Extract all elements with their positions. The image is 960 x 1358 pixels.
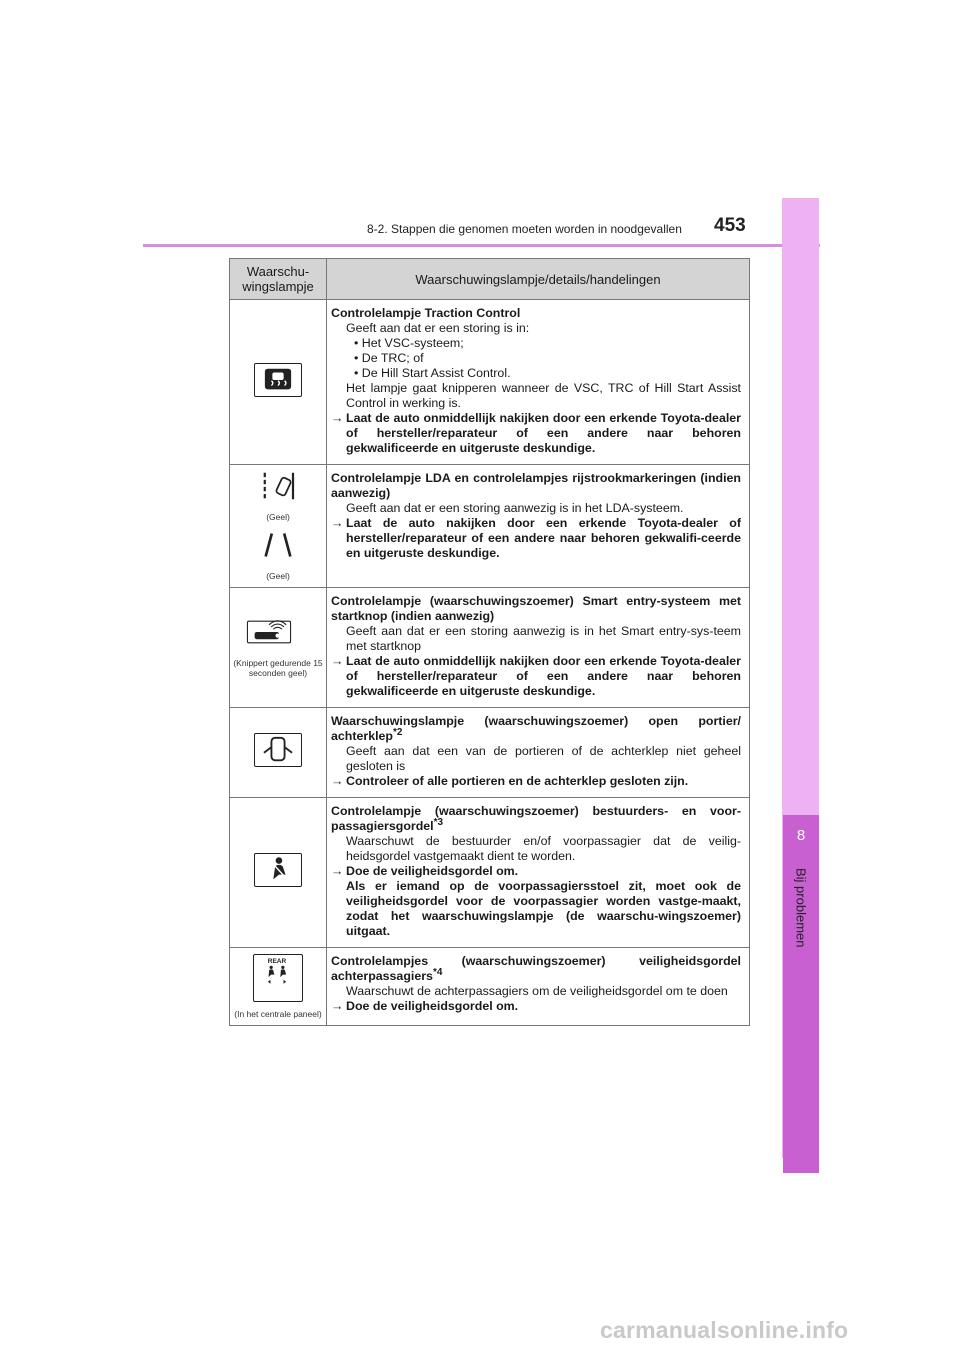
action-line <box>331 999 741 1014</box>
action-line <box>331 864 741 879</box>
col-header-details: Waarschuwingslampje/details/handelingen <box>327 259 750 300</box>
arrow-icon: → <box>331 516 344 530</box>
row-text <box>327 708 750 798</box>
table-row <box>230 798 750 948</box>
item-title <box>331 804 741 834</box>
icon-caption: (Geel) <box>266 571 290 581</box>
item-title-text: Waarschuwingslampje (waarschuwingszoemer) open portier/ achterklep <box>331 714 741 743</box>
icon-cell <box>230 708 327 798</box>
table-header-row <box>230 259 750 300</box>
action-extra: Als er iemand op de voorpassagiersstoel zit, moet ook de veiligheidsgordel voor de voorpassagier worden vastge-maakt, zodat het waarschuwingslampje (de waarschu-wingszoemer) uitgaat. <box>346 879 741 938</box>
lane-departure-icon <box>255 471 301 505</box>
footnote-ref: *4 <box>432 966 443 978</box>
item-intro: Geeft aan dat er een storing aanwezig is in het Smart entry-sys-teem met startknop <box>346 624 741 653</box>
chapter-label: Bij problemen <box>793 868 809 948</box>
section-title: 8-2. Stappen die genomen moeten worden in noodgevallen <box>367 222 682 236</box>
item-title-text: Controlelampjes (waarschuwingszoemer) veiligheidsgordel achterpassagiers <box>331 954 741 983</box>
header-rule <box>143 244 820 247</box>
action-line <box>331 516 741 561</box>
arrow-icon: → <box>331 999 344 1013</box>
table-row <box>230 465 750 588</box>
footnote-ref: *2 <box>392 726 403 738</box>
item-title-text: Controlelampje (waarschuwingszoemer) bestuurders- en voor-passagiersgordel <box>331 804 741 833</box>
icon-cell <box>230 465 327 588</box>
row-text <box>327 465 750 588</box>
action-text: Controleer of alle portieren en de achterklep gesloten zijn. <box>346 774 689 788</box>
item-intro: Geeft aan dat er een storing aanwezig is in het LDA-systeem. <box>346 501 684 515</box>
action-text: Laat de auto nakijken door een erkende Toyota-dealer of hersteller/reparateur of een andere naar behoren gekwalifi-ceerde en uitgeruste deskundige. <box>346 516 741 560</box>
item-intro: Geeft aan dat er een storing is in: <box>346 321 530 335</box>
rear-seatbelt-icon <box>253 954 303 1002</box>
table-row <box>230 948 750 1026</box>
col-header-lamp <box>230 259 327 300</box>
item-title: Controlelampje (waarschuwingszoemer) Smart entry-systeem met startknop (indien aanwezig) <box>331 594 741 623</box>
icon-caption: (Geel) <box>266 512 290 522</box>
icon-cell <box>230 588 327 708</box>
table-row <box>230 708 750 798</box>
arrow-icon: → <box>331 654 344 668</box>
bullet-item: • De TRC; of <box>354 351 424 365</box>
icon-cell <box>230 798 327 948</box>
row-text <box>327 300 750 465</box>
icon-cell <box>230 948 327 1026</box>
arrow-icon: → <box>331 864 344 878</box>
table-row <box>230 588 750 708</box>
arrow-icon: → <box>331 411 344 425</box>
item-intro: Waarschuwt de bestuurder en/of voorpassagier dat de veilig-heidsgordel vastgemaakt dient te worden. <box>346 834 741 863</box>
rear-icon-label: REAR <box>267 957 287 965</box>
traction-control-icon <box>254 363 302 397</box>
item-title <box>331 954 741 984</box>
action-line <box>331 411 741 456</box>
icon-caption: (In het centrale paneel) <box>234 1009 322 1019</box>
item-intro: Waarschuwt de achterpassagiers om de veiligheidsgordel om te doen <box>346 984 728 998</box>
footnote-ref: *3 <box>433 816 444 828</box>
bullet-item: • Het VSC-systeem; <box>354 336 464 350</box>
row-text <box>327 948 750 1026</box>
bullet-item: • De Hill Start Assist Control. <box>354 366 511 380</box>
action-text: Laat de auto onmiddellijk nakijken door een erkende Toyota-dealer of hersteller/reparateur of een andere naar behoren gekwalificeerde en uitgeruste deskundige. <box>346 411 741 455</box>
action-text: Doe de veiligheidsgordel om. <box>346 999 519 1013</box>
item-title <box>331 714 741 744</box>
chapter-number: 8 <box>796 827 806 844</box>
seatbelt-icon <box>254 853 302 887</box>
item-title: Controlelampje LDA en controlelampjes rijstrookmarkeringen (indien aanwezig) <box>331 471 741 500</box>
warning-table <box>229 258 750 1026</box>
arrow-icon: → <box>331 774 344 788</box>
icon-cell <box>230 300 327 465</box>
action-line <box>331 774 741 789</box>
item-note: Het lampje gaat knipperen wanneer de VSC, TRC of Hill Start Assist Control in werking is. <box>346 381 741 410</box>
icon-caption: (Knippert gedurende 15 seconden geel) <box>233 658 323 678</box>
watermark: carmanualsonline.info <box>600 1317 849 1343</box>
table-row <box>230 300 750 465</box>
page-number: 453 <box>714 215 746 236</box>
action-line <box>331 654 741 699</box>
row-text <box>327 798 750 948</box>
door-open-icon <box>254 733 302 767</box>
action-text: Doe de veiligheidsgordel om. <box>346 864 519 878</box>
row-text <box>327 588 750 708</box>
col-header-lamp-label: Waarschu- wingslampje <box>242 264 314 294</box>
smart-key-icon <box>246 617 310 651</box>
item-title: Controlelampje Traction Control <box>331 306 521 320</box>
lane-markings-icon <box>255 530 301 564</box>
action-text: Laat de auto onmiddellijk nakijken door een erkende Toyota-dealer of hersteller/reparateur of een andere naar behoren gekwalificeerde en uitgeruste deskundige. <box>346 654 741 698</box>
item-intro: Geeft aan dat een van de portieren of de achterklep niet geheel gesloten is <box>346 744 741 773</box>
